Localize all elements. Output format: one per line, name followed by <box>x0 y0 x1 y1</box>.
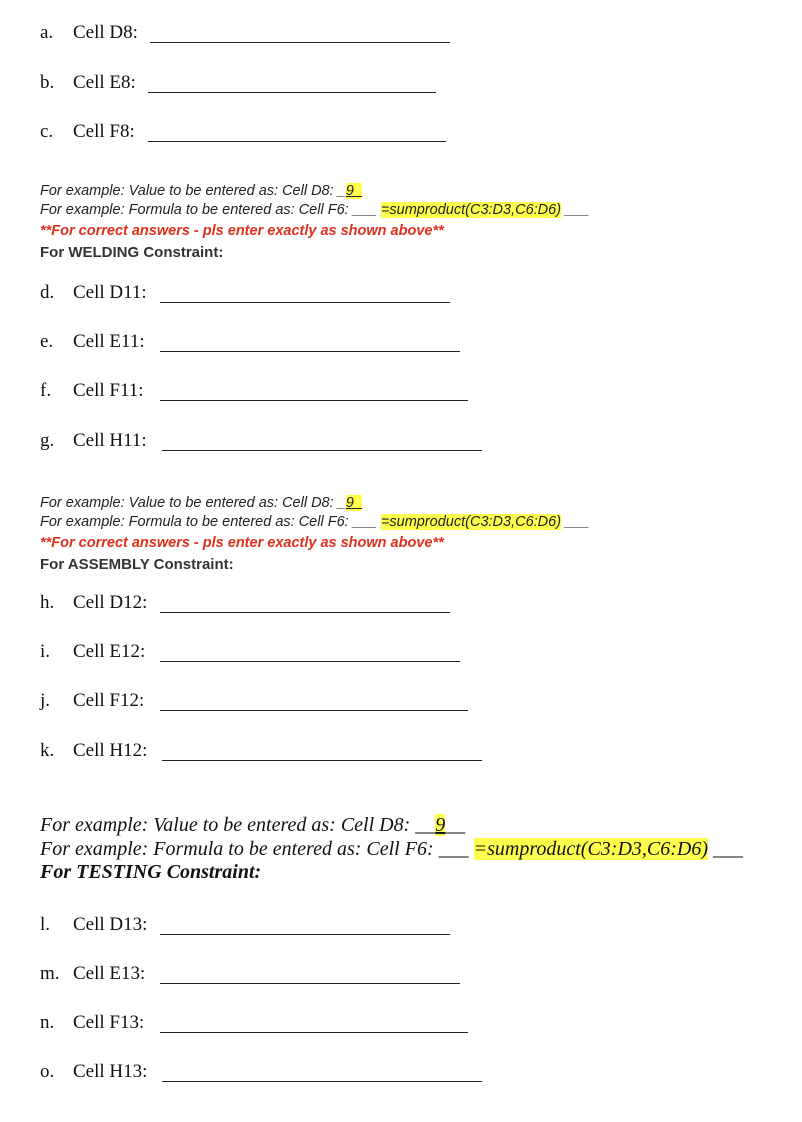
example-value-line <box>40 182 362 200</box>
item-letter: b. <box>40 72 55 93</box>
answer-blank[interactable] <box>162 1081 482 1082</box>
example-value-line <box>40 814 465 836</box>
item-letter: n. <box>40 1012 55 1033</box>
item-cell-label: Cell D12: <box>73 592 148 613</box>
example-formula-line <box>40 838 743 860</box>
item-cell-label: Cell D13: <box>73 914 148 935</box>
section-heading-assembly: For ASSEMBLY Constraint: <box>40 556 234 573</box>
item-cell-label: Cell E8: <box>73 72 136 93</box>
answer-blank[interactable] <box>162 450 482 451</box>
example-value-highlight: 9_ <box>345 183 362 199</box>
answer-blank[interactable] <box>160 983 460 984</box>
item-letter: k. <box>40 740 55 761</box>
item-cell-label: Cell H13: <box>73 1061 148 1082</box>
answer-blank[interactable] <box>160 612 450 613</box>
item-letter: l. <box>40 914 51 935</box>
item-cell-label: Cell E12: <box>73 641 146 662</box>
correct-answers-note: **For correct answers - pls enter exactly as shown above** <box>40 535 444 551</box>
example-formula-text: For example: Formula to be entered as: Cell F6: ___ <box>40 514 377 530</box>
item-letter: f. <box>40 380 52 401</box>
section-heading-testing: For TESTING Constraint: <box>40 861 262 883</box>
item-cell-label: Cell D11: <box>73 282 147 303</box>
item-letter: m. <box>40 963 60 984</box>
answer-blank[interactable] <box>160 661 460 662</box>
answer-blank[interactable] <box>160 400 468 401</box>
answer-blank[interactable] <box>162 760 482 761</box>
item-letter: i. <box>40 641 51 662</box>
section-heading-welding: For WELDING Constraint: <box>40 244 224 261</box>
item-cell-label: Cell H12: <box>73 740 148 761</box>
item-letter: e. <box>40 331 54 352</box>
item-letter: d. <box>40 282 55 303</box>
item-cell-label: Cell F13: <box>73 1012 145 1033</box>
answer-blank[interactable] <box>150 42 450 43</box>
example-value-text: For example: Value to be entered as: Cell D8: _ <box>40 183 346 199</box>
item-letter: j. <box>40 690 51 711</box>
answer-blank[interactable] <box>160 302 450 303</box>
example-formula-highlight: =sumproduct(C3:D3,C6:D6) <box>380 514 562 530</box>
answer-blank[interactable] <box>160 710 468 711</box>
item-letter: g. <box>40 430 55 451</box>
item-letter: o. <box>40 1061 55 1082</box>
example-value-text: For example: Value to be entered as: Cell D8: _ <box>40 495 346 511</box>
item-letter: h. <box>40 592 55 613</box>
example-value-line <box>40 494 362 512</box>
answer-blank[interactable] <box>160 351 460 352</box>
item-cell-label: Cell F12: <box>73 690 145 711</box>
item-cell-label: Cell F8: <box>73 121 135 142</box>
answer-blank[interactable] <box>160 934 450 935</box>
item-cell-label: Cell H11: <box>73 430 147 451</box>
example-value-highlight: 9 <box>435 814 446 836</box>
item-letter: c. <box>40 121 54 142</box>
item-cell-label: Cell D8: <box>73 22 138 43</box>
example-formula-suffix: ___ <box>561 514 590 530</box>
example-value-highlight: 9_ <box>345 495 362 511</box>
item-cell-label: Cell E11: <box>73 331 145 352</box>
example-formula-line <box>40 513 589 531</box>
example-value-text: For example: Value to be entered as: Cell D8: __ <box>40 814 436 836</box>
example-formula-suffix: ___ <box>708 838 744 860</box>
answer-blank[interactable] <box>148 141 446 142</box>
example-formula-highlight: =sumproduct(C3:D3,C6:D6) <box>380 202 562 218</box>
answer-blank[interactable] <box>160 1032 468 1033</box>
correct-answers-note: **For correct answers - pls enter exactly as shown above** <box>40 223 444 239</box>
example-value-suffix: __ <box>445 814 466 836</box>
example-formula-text: For example: Formula to be entered as: Cell F6: ___ <box>40 838 474 860</box>
item-letter: a. <box>40 22 54 43</box>
example-formula-suffix: ___ <box>561 202 590 218</box>
example-formula-line <box>40 201 589 219</box>
item-cell-label: Cell F11: <box>73 380 144 401</box>
item-cell-label: Cell E13: <box>73 963 146 984</box>
example-formula-highlight: =sumproduct(C3:D3,C6:D6) <box>473 838 709 860</box>
answer-blank[interactable] <box>148 92 436 93</box>
example-formula-text: For example: Formula to be entered as: Cell F6: ___ <box>40 202 377 218</box>
